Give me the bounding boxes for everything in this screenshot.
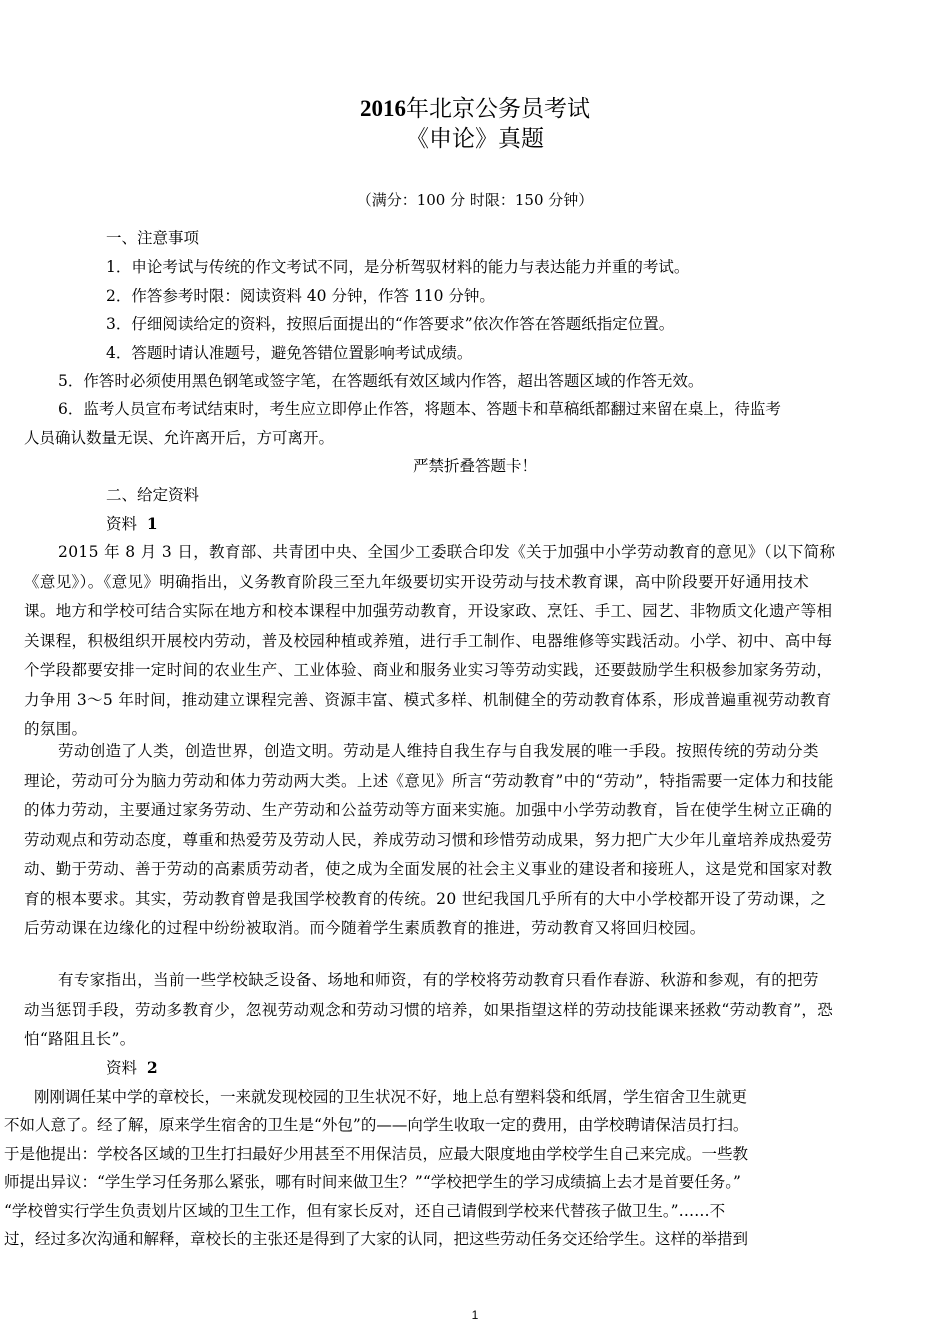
title-text: 年北京公务员考试 xyxy=(406,96,590,122)
notice-item-continued: 人员确认数量无误、允许离开后，方可离开。 xyxy=(24,429,335,447)
notice-heading: 一、注意事项 xyxy=(106,229,200,247)
material-2-heading xyxy=(106,1057,158,1079)
material-1-paragraph: 2015 年 8 月 3 日，教育部、共青团中央、全国少工委联合印发《关于加强中小学劳动教育的意见》（以下简称《意见》）。《意见》明确指出，义务教育阶段三至九年级要切实开设劳动与技术教育课，高中阶段要开好通用技术课。地方和学校可结合实际在地方和校本课程中加强劳动教育，开设家政、烹饪、手工、园艺、非物质文化遗产等相关课程，积极组织开展校内劳动，普及校园种植或养殖，进行手工制作、电器维修等实践活动。小学、初中、高中每个学段都要安排一定时间的农业生产、工业体验、商业和服务业实习等劳动实践，还要鼓励学生积极参加家务劳动，力争用 3～5 年时间，推动建立课程完善、资源丰富、模式多样、机制健全的劳动教育体系，形成普遍重视劳动教育的氛围。 xyxy=(24,543,836,738)
material-2-line: 刚刚调任某中学的章校长，一来就发现校园的卫生状况不好，地上总有塑料袋和纸屑，学生宿舍卫生就更 xyxy=(34,1088,748,1106)
page-number: 1 xyxy=(471,1308,479,1322)
document-subtitle: 《申论》真题 xyxy=(406,126,544,152)
material-2-line: 过，经过多次沟通和解释，章校长的主张还是得到了大家的认同，把这些劳动任务交还给学生。这样的举措到 xyxy=(4,1230,749,1248)
document-title xyxy=(0,94,950,124)
material-1-paragraph: 有专家指出，当前一些学校缺乏设备、场地和师资，有的学校将劳动教育只看作春游、秋游和参观，有的把劳动当惩罚手段，劳动多教育少，忽视劳动观念和劳动习惯的培养，如果指望这样的劳动技能课来拯救“劳动教育”，恐怕“路阻且长”。 xyxy=(24,971,834,1048)
material-2-line: 师提出异议：“学生学习任务那么紧张，哪有时间来做卫生？”“学校把学生的学习成绩搞上去才是首要任务。” xyxy=(4,1173,741,1191)
notice-item: 1．申论考试与传统的作文考试不同，是分析驾驭材料的能力与表达能力并重的考试。 xyxy=(106,258,690,276)
title-year: 2016 xyxy=(360,96,406,121)
material-2-line: “学校曾实行学生负责划片区域的卫生工作，但有家长反对，还自己请假到学校来代替孩子做卫生。”……不 xyxy=(4,1202,726,1220)
material-1-paragraph: 劳动创造了人类，创造世界，创造文明。劳动是人维持自我生存与自我发展的唯一手段。按照传统的劳动分类理论，劳动可分为脑力劳动和体力劳动两大类。上述《意见》所言“劳动教育”中的“劳动”，特指需要一定体力和技能的体力劳动，主要通过家务劳动、生产劳动和公益劳动等方面来实施。加强中小学劳动教育，旨在使学生树立正确的劳动观点和劳动态度，尊重和热爱劳及劳动人民，养成劳动习惯和珍惜劳动成果，努力把广大少年儿童培养成热爱劳动、勤于劳动、善于劳动的高素质劳动者，使之成为全面发展的社会主义事业的建设者和接班人，这是党和国家对教育的根本要求。其实，劳动教育曾是我国学校教育的传统。20 世纪我国几乎所有的大中小学校都开设了劳动课，之后劳动课在边缘化的过程中纷纷被取消。而今随着学生素质教育的推进，劳动教育又将回归校园。 xyxy=(24,742,834,937)
material-number: 1 xyxy=(146,514,158,533)
materials-heading: 二、给定资料 xyxy=(106,486,200,504)
exam-meta: （满分：100 分 时限：150 分钟） xyxy=(356,191,594,209)
notice-item: 4．答题时请认准题号，避免答错位置影响考试成绩。 xyxy=(106,344,473,362)
notice-item: 6．监考人员宣布考试结束时，考生应立即停止作答，将题本、答题卡和草稿纸都翻过来留在桌上，待监考 xyxy=(58,400,781,418)
material-label: 资料 xyxy=(106,515,138,533)
material-1-heading xyxy=(106,513,158,535)
notice-item: 3．仔细阅读给定的资料，按照后面提出的“作答要求”依次作答在答题纸指定位置。 xyxy=(106,315,675,333)
material-label: 资料 xyxy=(106,1059,138,1077)
material-2-line: 于是他提出：学校各区域的卫生打扫最好少用甚至不用保洁员，应最大限度地由学校学生自己来完成。一些教 xyxy=(4,1145,749,1163)
notice-item: 5．作答时必须使用黑色钢笔或签字笔，在答题纸有效区域内作答，超出答题区域的作答无效。 xyxy=(58,372,704,390)
material-2-line: 不如人意了。经了解，原来学生宿舍的卫生是“外包”的——向学生收取一定的费用，由学校聘请保洁员打扫。 xyxy=(4,1116,749,1134)
notice-item: 2．作答参考时限：阅读资料 40 分钟，作答 110 分钟。 xyxy=(106,287,495,305)
material-number: 2 xyxy=(146,1058,158,1077)
warning-text: 严禁折叠答题卡！ xyxy=(412,457,537,475)
